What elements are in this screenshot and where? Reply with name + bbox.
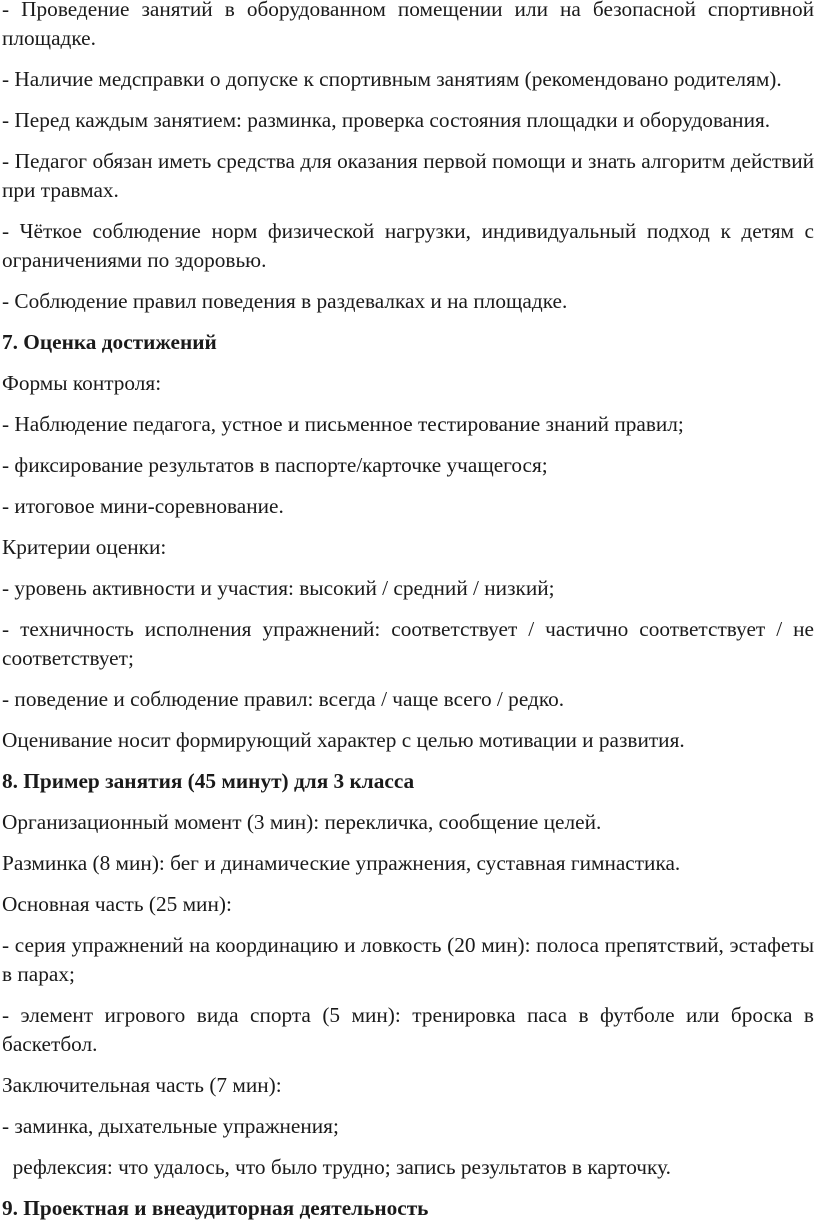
lesson-final-label: Заключительная часть (7 мин): (2, 1073, 282, 1097)
control-forms-label: Формы контроля: (2, 371, 162, 395)
safety-item: - Наличие медсправки о допуске к спортивным занятиям (рекомендовано родителям). (2, 67, 782, 91)
lesson-main-label: Основная часть (25 мин): (2, 892, 232, 916)
control-item: - итоговое мини-соревнование. (2, 494, 284, 518)
safety-item: - Соблюдение правил поведения в раздевалках и на площадке. (2, 289, 568, 313)
criteria-item: - поведение и соблюдение правил: всегда / чаще всего / редко. (2, 687, 565, 711)
control-item: - фиксирование результатов в паспорте/карточке учащегося; (2, 453, 548, 477)
control-item: - Наблюдение педагога, устное и письменное тестирование знаний правил; (2, 412, 684, 436)
lesson-main-item: - элемент игрового вида спорта (5 мин): тренировка паса в футболе или броска в баскетбол. (2, 1003, 814, 1056)
lesson-warmup-step: Разминка (8 мин): бег и динамические упражнения, суставная гимнастика. (2, 851, 681, 875)
lesson-org-step: Организационный момент (3 мин): перекличка, сообщение целей. (2, 810, 602, 834)
document-page (2, 0, 814, 1223)
section-heading: 8. Пример занятия (45 минут) для 3 класса (2, 769, 415, 793)
safety-item: - Чёткое соблюдение норм физической нагрузки, индивидуальный подход к детям с ограничениями по здоровью. (2, 219, 814, 272)
lesson-final-item: рефлексия: что удалось, что было трудно; запись результатов в карточку. (2, 1155, 671, 1179)
criteria-item: - техничность исполнения упражнений: соответствует / частично соответствует / не соответствует; (2, 617, 814, 670)
lesson-main-item: - серия упражнений на координацию и ловкость (20 мин): полоса препятствий, эстафеты в парах; (2, 933, 814, 986)
criteria-item: - уровень активности и участия: высокий / средний / низкий; (2, 576, 555, 600)
lesson-final-item: - заминка, дыхательные упражнения; (2, 1114, 339, 1138)
assessment-summary: Оценивание носит формирующий характер с целью мотивации и развития. (2, 728, 685, 752)
safety-item: - Перед каждым занятием: разминка, проверка состояния площадки и оборудования. (2, 108, 771, 132)
section-heading: 7. Оценка достижений (2, 330, 217, 354)
safety-item: - Педагог обязан иметь средства для оказания первой помощи и знать алгоритм действий при травмах. (2, 149, 814, 202)
section-heading: 9. Проектная и внеаудиторная деятельность (2, 1196, 429, 1220)
safety-item: - Проведение занятий в оборудованном помещении или на безопасной спортивной площадке. (2, 0, 814, 50)
criteria-label: Критерии оценки: (2, 535, 167, 559)
